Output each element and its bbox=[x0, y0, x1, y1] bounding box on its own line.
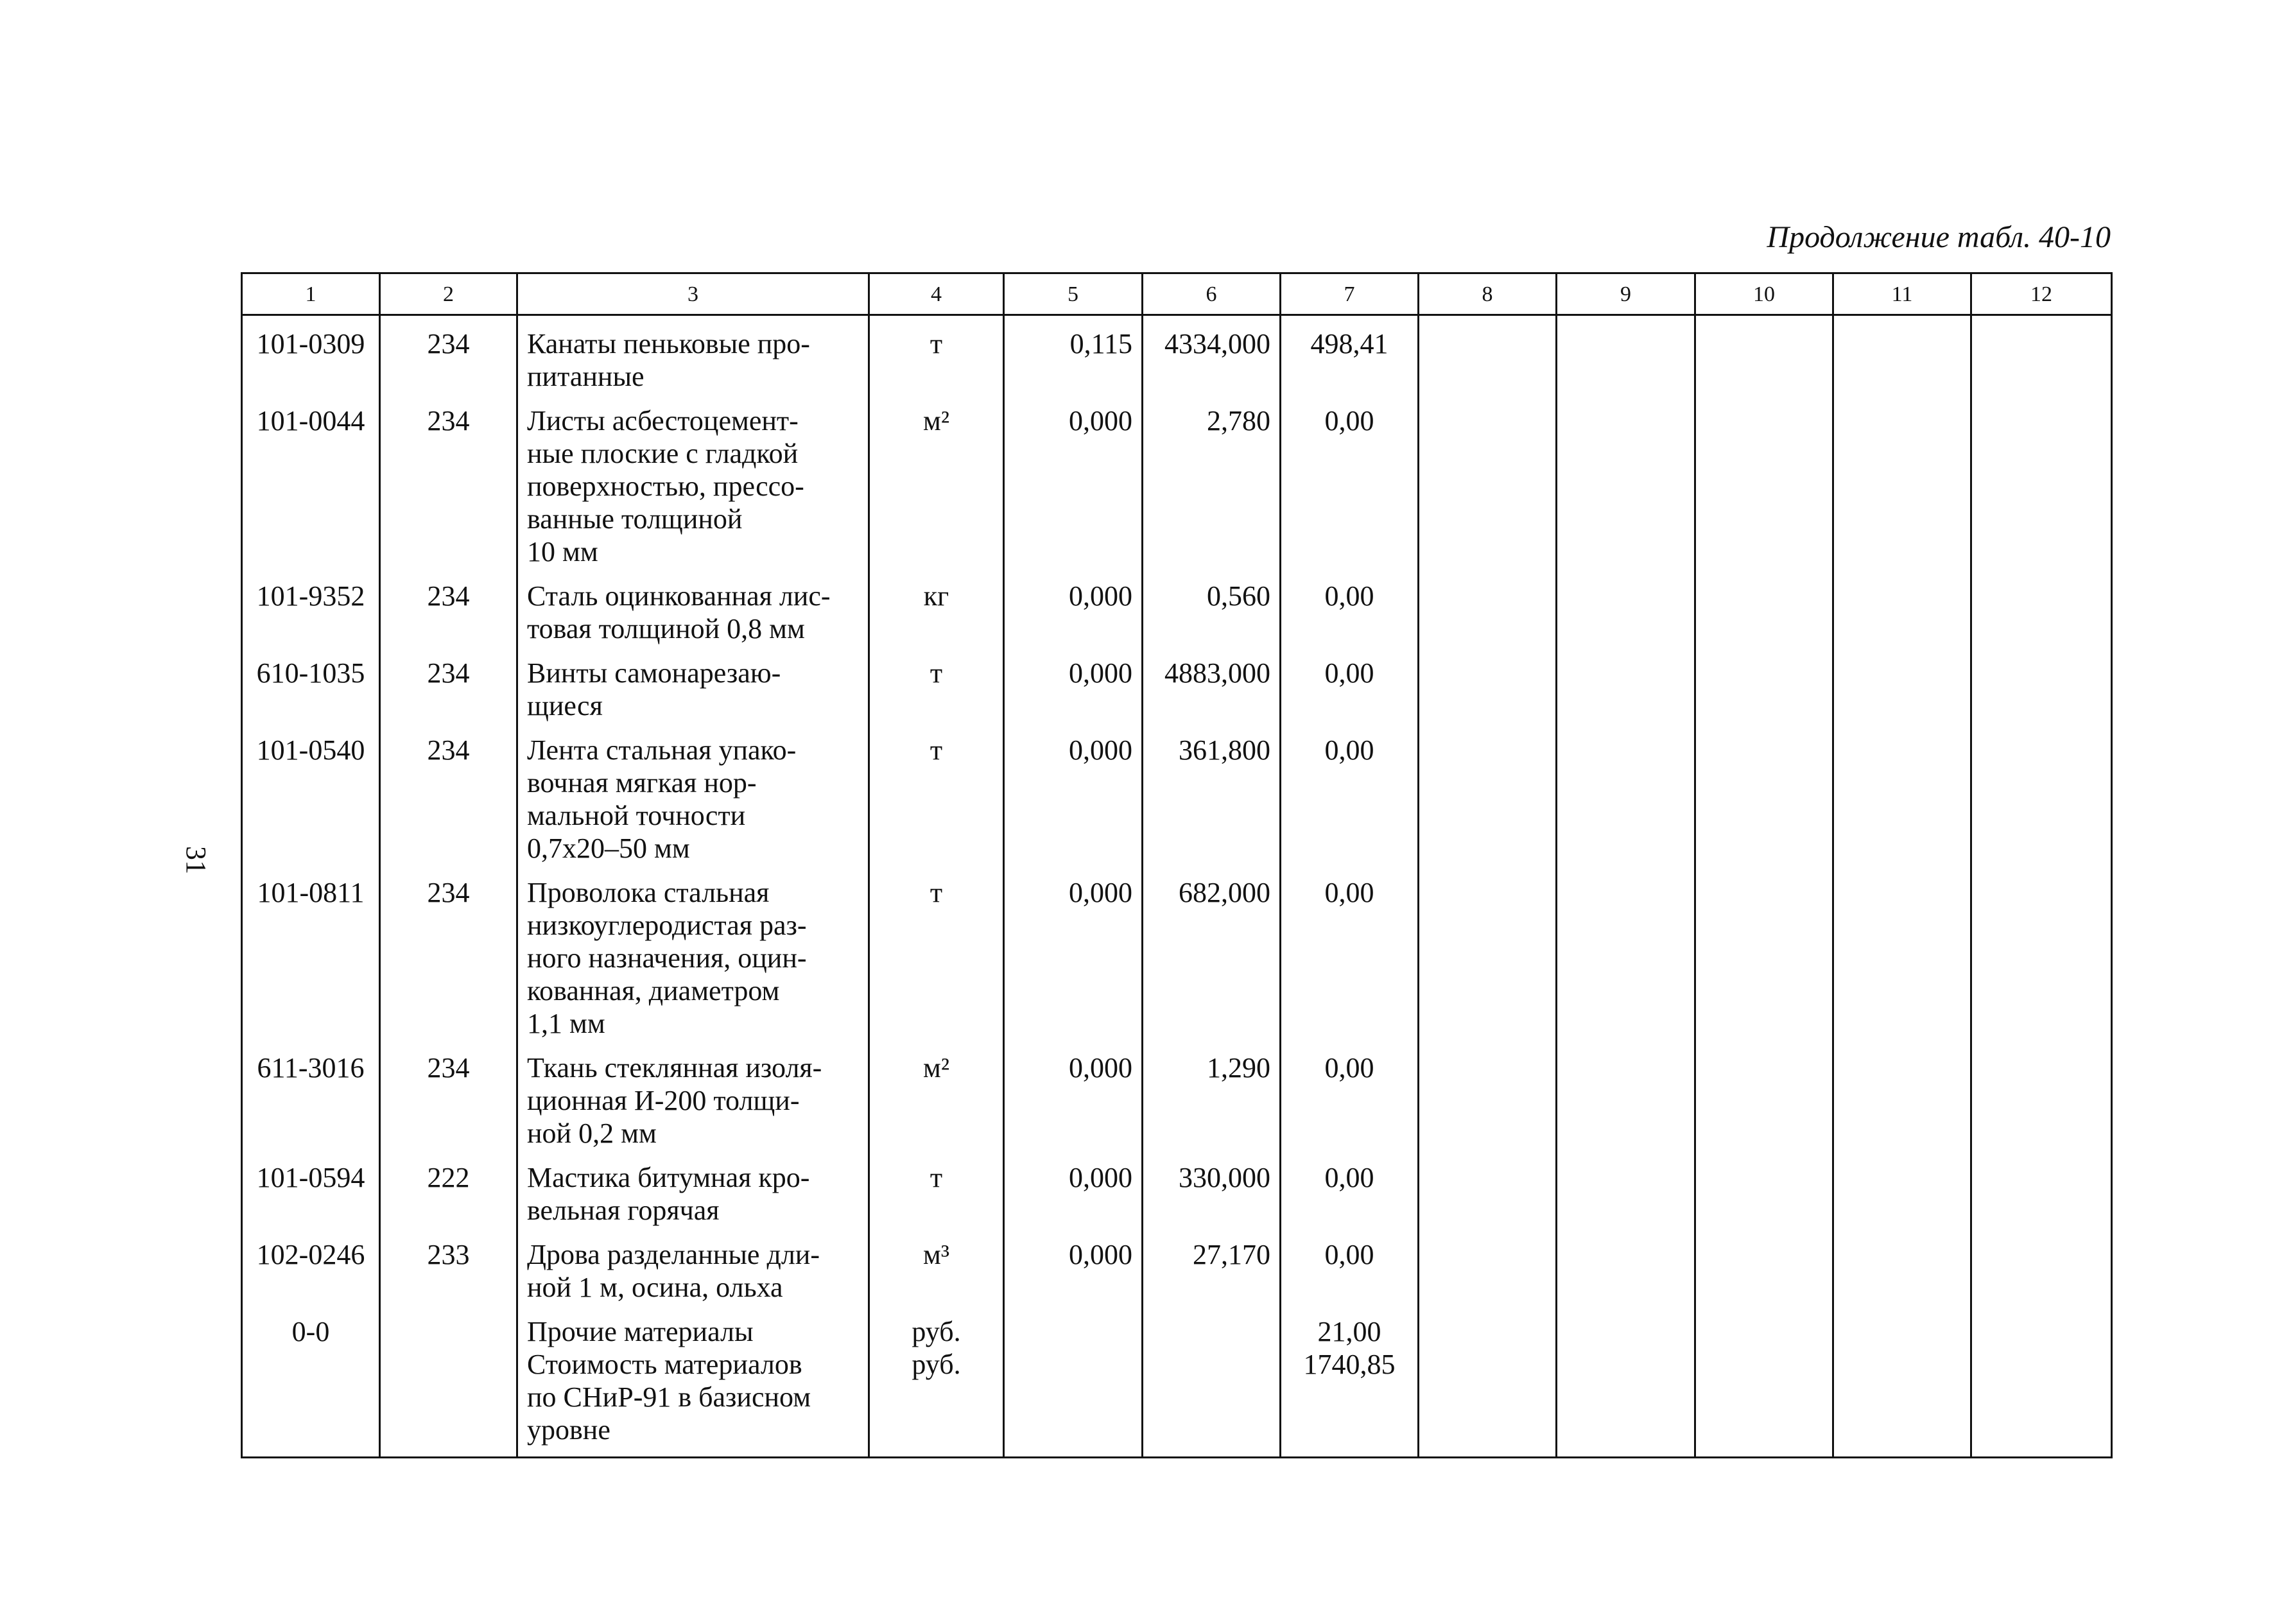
column-header: 12 bbox=[1971, 273, 2112, 315]
material-name: вельная горячая bbox=[527, 1195, 720, 1226]
empty-cell-col-12 bbox=[1971, 1304, 2112, 1458]
materials-table bbox=[241, 272, 2113, 1458]
total-cost-cell bbox=[1281, 722, 1419, 865]
empty-cell-col-8 bbox=[1419, 1150, 1557, 1227]
unit-of-measure-cell bbox=[869, 1040, 1004, 1150]
empty-cell-col-10 bbox=[1695, 865, 1833, 1040]
empty-cell-col-11 bbox=[1833, 722, 1971, 865]
quantity-cell bbox=[1004, 645, 1143, 722]
page-number: 31 bbox=[180, 846, 212, 874]
material-name-cell bbox=[517, 722, 869, 865]
material-name: кованная, диаметром bbox=[527, 975, 780, 1006]
table-row bbox=[242, 1150, 2112, 1227]
total-cost: 21,00 bbox=[1317, 1316, 1381, 1347]
empty-cell-col-11 bbox=[1833, 1040, 1971, 1150]
empty-cell-col-11 bbox=[1833, 1227, 1971, 1304]
empty-cell-col-8 bbox=[1419, 722, 1557, 865]
unit-of-measure-cell bbox=[869, 1304, 1004, 1458]
table-row bbox=[242, 1227, 2112, 1304]
group-number-cell bbox=[380, 568, 517, 645]
material-name: по СНиР-91 в базисном bbox=[527, 1381, 811, 1413]
total-cost-cell bbox=[1281, 865, 1419, 1040]
empty-cell-col-8 bbox=[1419, 1304, 1557, 1458]
table-row bbox=[242, 865, 2112, 1040]
empty-cell-col-12 bbox=[1971, 722, 2112, 865]
empty-cell-col-12 bbox=[1971, 393, 2112, 568]
empty-cell-col-10 bbox=[1695, 315, 1833, 393]
column-header: 11 bbox=[1833, 273, 1971, 315]
group-number-cell bbox=[380, 315, 517, 393]
empty-cell-col-10 bbox=[1695, 1150, 1833, 1227]
empty-cell-col-8 bbox=[1419, 1040, 1557, 1150]
group-number: 234 bbox=[427, 657, 470, 689]
group-number-cell bbox=[380, 1040, 517, 1150]
total-cost-cell bbox=[1281, 568, 1419, 645]
quantity-cell bbox=[1004, 568, 1143, 645]
empty-cell-col-9 bbox=[1557, 315, 1695, 393]
quantity: 0,000 bbox=[1069, 580, 1132, 612]
total-cost-cell bbox=[1281, 393, 1419, 568]
total-cost: 1740,85 bbox=[1303, 1349, 1396, 1380]
total-cost: 0,00 bbox=[1324, 405, 1374, 436]
empty-cell-col-9 bbox=[1557, 1040, 1695, 1150]
material-name: Проволока стальная bbox=[527, 877, 770, 908]
empty-cell-col-12 bbox=[1971, 1227, 2112, 1304]
quantity: 0,000 bbox=[1069, 1162, 1132, 1193]
table-row bbox=[242, 315, 2112, 393]
empty-cell-col-9 bbox=[1557, 1150, 1695, 1227]
empty-cell-col-11 bbox=[1833, 393, 1971, 568]
material-name: ной 0,2 мм bbox=[527, 1118, 657, 1149]
unit-price-cell bbox=[1143, 865, 1281, 1040]
material-name: мальной точности bbox=[527, 800, 746, 831]
unit-of-measure: руб. bbox=[912, 1316, 961, 1347]
material-code-cell bbox=[242, 1304, 380, 1458]
material-code: 101-0309 bbox=[256, 328, 365, 359]
unit-price-cell bbox=[1143, 393, 1281, 568]
table-body bbox=[242, 315, 2112, 1458]
material-code-cell bbox=[242, 865, 380, 1040]
empty-cell-col-12 bbox=[1971, 568, 2112, 645]
material-code-cell bbox=[242, 645, 380, 722]
empty-cell-col-9 bbox=[1557, 393, 1695, 568]
material-name: 10 мм bbox=[527, 536, 598, 567]
empty-cell-col-8 bbox=[1419, 645, 1557, 722]
unit-price: 682,000 bbox=[1179, 877, 1270, 908]
material-code-cell bbox=[242, 568, 380, 645]
unit-of-measure: т bbox=[930, 328, 943, 359]
total-cost-cell bbox=[1281, 1304, 1419, 1458]
group-number: 234 bbox=[427, 877, 470, 908]
column-header: 3 bbox=[517, 273, 869, 315]
quantity-cell bbox=[1004, 865, 1143, 1040]
empty-cell-col-12 bbox=[1971, 1150, 2112, 1227]
empty-cell-col-12 bbox=[1971, 315, 2112, 393]
empty-cell-col-11 bbox=[1833, 645, 1971, 722]
unit-price: 1,290 bbox=[1207, 1052, 1270, 1084]
unit-price-cell bbox=[1143, 645, 1281, 722]
unit-price: 27,170 bbox=[1193, 1239, 1270, 1270]
material-name: Дрова разделанные дли- bbox=[527, 1239, 820, 1270]
material-name-cell bbox=[517, 645, 869, 722]
unit-price: 4334,000 bbox=[1164, 328, 1270, 359]
material-name-cell bbox=[517, 865, 869, 1040]
quantity-cell bbox=[1004, 1304, 1143, 1458]
column-header: 1 bbox=[242, 273, 380, 315]
empty-cell-col-10 bbox=[1695, 645, 1833, 722]
total-cost: 0,00 bbox=[1324, 580, 1374, 612]
total-cost: 0,00 bbox=[1324, 1052, 1374, 1084]
material-code-cell bbox=[242, 1150, 380, 1227]
quantity: 0,000 bbox=[1069, 734, 1132, 766]
table-row bbox=[242, 393, 2112, 568]
material-code-cell bbox=[242, 1227, 380, 1304]
unit-of-measure: м³ bbox=[922, 1239, 950, 1270]
empty-cell-col-8 bbox=[1419, 568, 1557, 645]
material-name: Стоимость материалов bbox=[527, 1349, 802, 1380]
group-number: 234 bbox=[427, 580, 470, 612]
empty-cell-col-9 bbox=[1557, 568, 1695, 645]
empty-cell-col-12 bbox=[1971, 1040, 2112, 1150]
unit-price-cell bbox=[1143, 568, 1281, 645]
empty-cell-col-10 bbox=[1695, 1304, 1833, 1458]
total-cost-cell bbox=[1281, 1150, 1419, 1227]
empty-cell-col-12 bbox=[1971, 865, 2112, 1040]
empty-cell-col-8 bbox=[1419, 1227, 1557, 1304]
material-code-cell bbox=[242, 1040, 380, 1150]
empty-cell-col-11 bbox=[1833, 865, 1971, 1040]
group-number-cell bbox=[380, 393, 517, 568]
material-name: щиеся bbox=[527, 690, 603, 721]
quantity-cell bbox=[1004, 1227, 1143, 1304]
empty-cell-col-10 bbox=[1695, 1227, 1833, 1304]
material-code-cell bbox=[242, 393, 380, 568]
material-name: Прочие материалы bbox=[527, 1316, 754, 1347]
column-header: 2 bbox=[380, 273, 517, 315]
material-name-cell bbox=[517, 1150, 869, 1227]
material-code: 0-0 bbox=[291, 1316, 330, 1347]
unit-price: 0,560 bbox=[1207, 580, 1270, 612]
total-cost-cell bbox=[1281, 1227, 1419, 1304]
unit-of-measure: т bbox=[930, 657, 943, 689]
unit-of-measure: т bbox=[930, 734, 943, 766]
group-number: 222 bbox=[427, 1162, 470, 1193]
empty-cell-col-11 bbox=[1833, 1304, 1971, 1458]
empty-cell-col-9 bbox=[1557, 722, 1695, 865]
material-name: низкоуглеродистая раз- bbox=[527, 910, 807, 941]
empty-cell-col-8 bbox=[1419, 393, 1557, 568]
unit-price-cell bbox=[1143, 315, 1281, 393]
group-number-cell bbox=[380, 1150, 517, 1227]
material-name: уровне bbox=[527, 1414, 610, 1446]
material-name-cell bbox=[517, 568, 869, 645]
quantity-cell bbox=[1004, 722, 1143, 865]
quantity: 0,000 bbox=[1069, 1052, 1132, 1084]
quantity: 0,000 bbox=[1069, 1239, 1132, 1270]
unit-of-measure-cell bbox=[869, 1227, 1004, 1304]
quantity-cell bbox=[1004, 1040, 1143, 1150]
total-cost: 0,00 bbox=[1324, 1239, 1374, 1270]
unit-price: 2,780 bbox=[1207, 405, 1270, 436]
material-name: товая толщиной 0,8 мм bbox=[527, 613, 805, 644]
column-header: 10 bbox=[1695, 273, 1833, 315]
group-number-cell bbox=[380, 645, 517, 722]
material-name: Мастика битумная кро- bbox=[527, 1162, 810, 1193]
total-cost-cell bbox=[1281, 645, 1419, 722]
material-name: Листы асбестоцемент- bbox=[527, 405, 799, 436]
unit-of-measure-cell bbox=[869, 315, 1004, 393]
material-name-cell bbox=[517, 315, 869, 393]
total-cost: 0,00 bbox=[1324, 734, 1374, 766]
empty-cell-col-10 bbox=[1695, 1040, 1833, 1150]
material-code: 610-1035 bbox=[256, 657, 365, 689]
empty-cell-col-11 bbox=[1833, 1150, 1971, 1227]
material-name: вочная мягкая нор- bbox=[527, 767, 757, 799]
group-number-cell bbox=[380, 865, 517, 1040]
group-number-cell bbox=[380, 1304, 517, 1458]
total-cost: 0,00 bbox=[1324, 657, 1374, 689]
material-code-cell bbox=[242, 315, 380, 393]
unit-price-cell bbox=[1143, 1227, 1281, 1304]
material-code: 101-0811 bbox=[257, 877, 365, 908]
material-name-cell bbox=[517, 1040, 869, 1150]
table-row bbox=[242, 1304, 2112, 1458]
material-code: 611-3016 bbox=[257, 1052, 365, 1084]
header-row bbox=[242, 273, 2112, 315]
unit-of-measure-cell bbox=[869, 722, 1004, 865]
empty-cell-col-9 bbox=[1557, 1227, 1695, 1304]
empty-cell-col-10 bbox=[1695, 393, 1833, 568]
total-cost: 498,41 bbox=[1310, 328, 1388, 359]
group-number: 234 bbox=[427, 405, 470, 436]
unit-of-measure-cell bbox=[869, 1150, 1004, 1227]
material-code: 101-9352 bbox=[256, 580, 365, 612]
unit-price: 330,000 bbox=[1179, 1162, 1270, 1193]
group-number: 234 bbox=[427, 1052, 470, 1084]
table-caption: Продолжение табл. 40-10 bbox=[1767, 220, 2111, 254]
material-name: ной 1 м, осина, ольха bbox=[527, 1272, 783, 1303]
empty-cell-col-11 bbox=[1833, 315, 1971, 393]
unit-price: 361,800 bbox=[1179, 734, 1270, 766]
material-name: поверхностью, прессо- bbox=[527, 471, 804, 502]
unit-price-cell bbox=[1143, 1304, 1281, 1458]
group-number: 234 bbox=[427, 734, 470, 766]
unit-of-measure: м² bbox=[922, 1052, 950, 1084]
unit-price-cell bbox=[1143, 722, 1281, 865]
material-name: ванные толщиной bbox=[527, 503, 743, 535]
unit-of-measure-cell bbox=[869, 568, 1004, 645]
group-number-cell bbox=[380, 1227, 517, 1304]
quantity-cell bbox=[1004, 393, 1143, 568]
empty-cell-col-10 bbox=[1695, 722, 1833, 865]
material-name-cell bbox=[517, 1227, 869, 1304]
material-code: 102-0246 bbox=[256, 1239, 365, 1270]
material-name: Винты самонарезаю- bbox=[527, 657, 781, 689]
total-cost-cell bbox=[1281, 1040, 1419, 1150]
unit-price: 4883,000 bbox=[1164, 657, 1270, 689]
column-header: 4 bbox=[869, 273, 1004, 315]
empty-cell-col-9 bbox=[1557, 865, 1695, 1040]
empty-cell-col-9 bbox=[1557, 645, 1695, 722]
material-name-cell bbox=[517, 393, 869, 568]
material-name: ционная И-200 толщи- bbox=[527, 1085, 800, 1116]
material-name: 0,7х20–50 мм bbox=[527, 833, 690, 864]
unit-of-measure-cell bbox=[869, 645, 1004, 722]
material-code: 101-0594 bbox=[256, 1162, 365, 1193]
column-header: 5 bbox=[1004, 273, 1143, 315]
empty-cell-col-12 bbox=[1971, 645, 2112, 722]
unit-of-measure-cell bbox=[869, 393, 1004, 568]
empty-cell-col-8 bbox=[1419, 865, 1557, 1040]
table-row bbox=[242, 568, 2112, 645]
column-header: 7 bbox=[1281, 273, 1419, 315]
table-row bbox=[242, 1040, 2112, 1150]
unit-of-measure: т bbox=[930, 877, 943, 908]
unit-of-measure: руб. bbox=[912, 1349, 961, 1380]
unit-price-cell bbox=[1143, 1150, 1281, 1227]
table-row bbox=[242, 645, 2112, 722]
quantity-cell bbox=[1004, 1150, 1143, 1227]
table-row bbox=[242, 722, 2112, 865]
material-name: питанные bbox=[527, 361, 644, 392]
total-cost-cell bbox=[1281, 315, 1419, 393]
quantity-cell bbox=[1004, 315, 1143, 393]
column-header: 9 bbox=[1557, 273, 1695, 315]
total-cost: 0,00 bbox=[1324, 1162, 1374, 1193]
quantity: 0,115 bbox=[1069, 328, 1132, 359]
material-name: Канаты пеньковые про- bbox=[527, 328, 810, 359]
group-number: 233 bbox=[427, 1239, 470, 1270]
material-name: ные плоские с гладкой bbox=[527, 438, 799, 469]
unit-price-cell bbox=[1143, 1040, 1281, 1150]
empty-cell-col-9 bbox=[1557, 1304, 1695, 1458]
material-name: Сталь оцинкованная лис- bbox=[527, 580, 831, 612]
column-header: 8 bbox=[1419, 273, 1557, 315]
unit-of-measure: кг bbox=[923, 580, 949, 612]
material-code: 101-0044 bbox=[256, 405, 365, 436]
empty-cell-col-10 bbox=[1695, 568, 1833, 645]
empty-cell-col-11 bbox=[1833, 568, 1971, 645]
material-name: ного назначения, оцин- bbox=[527, 942, 807, 974]
quantity: 0,000 bbox=[1069, 877, 1132, 908]
group-number-cell bbox=[380, 722, 517, 865]
unit-of-measure: т bbox=[930, 1162, 943, 1193]
empty-cell-col-8 bbox=[1419, 315, 1557, 393]
unit-of-measure-cell bbox=[869, 865, 1004, 1040]
material-code-cell bbox=[242, 722, 380, 865]
quantity: 0,000 bbox=[1069, 405, 1132, 436]
material-name-cell bbox=[517, 1304, 869, 1458]
material-name: Ткань стеклянная изоля- bbox=[527, 1052, 822, 1084]
material-name: Лента стальная упако- bbox=[527, 734, 797, 766]
column-header: 6 bbox=[1143, 273, 1281, 315]
total-cost: 0,00 bbox=[1324, 877, 1374, 908]
group-number: 234 bbox=[427, 328, 470, 359]
material-name: 1,1 мм bbox=[527, 1008, 605, 1039]
material-code: 101-0540 bbox=[256, 734, 365, 766]
unit-of-measure: м² bbox=[922, 405, 950, 436]
quantity: 0,000 bbox=[1069, 657, 1132, 689]
